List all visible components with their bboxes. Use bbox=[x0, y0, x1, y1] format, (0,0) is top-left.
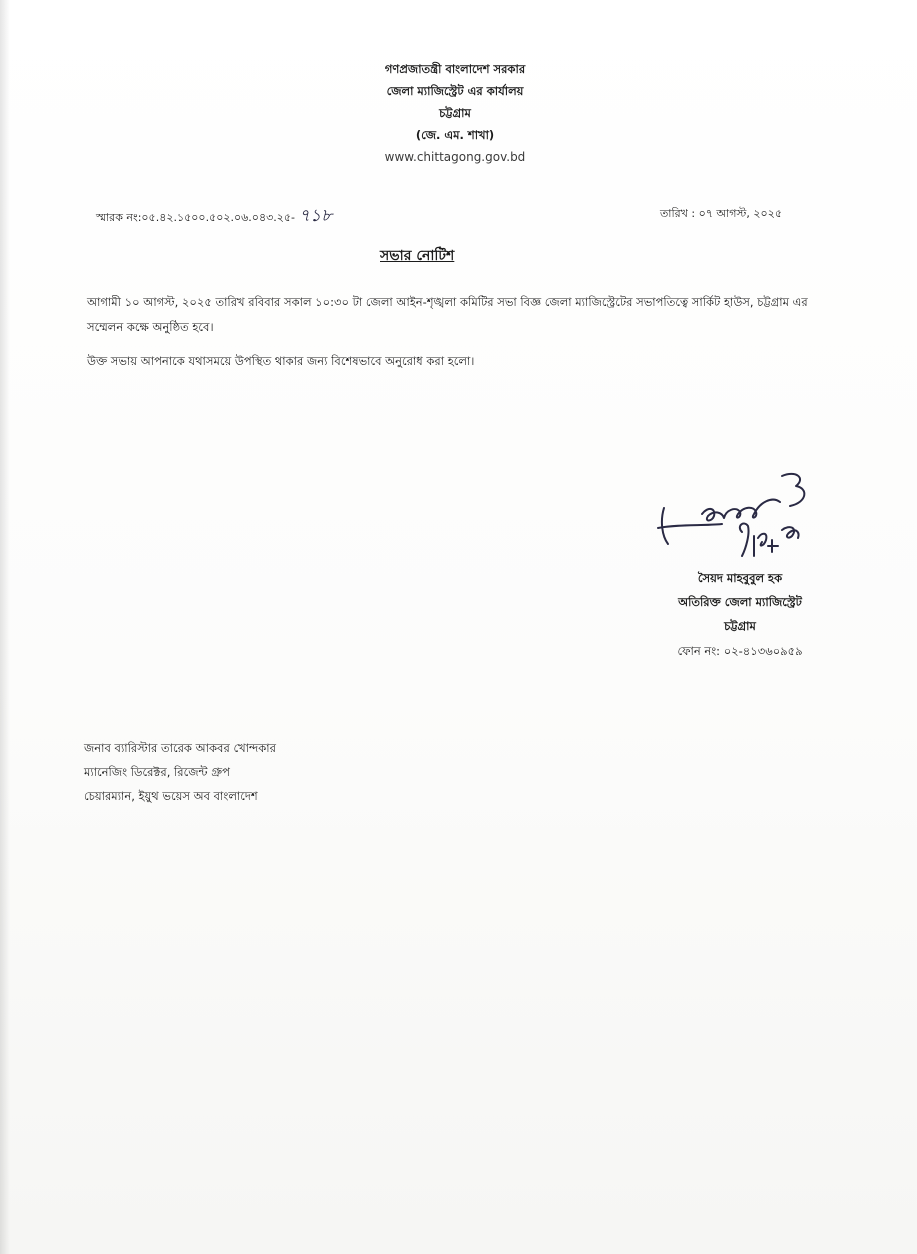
issue-date: তারিখ : ০৭ আগস্ট, ২০২৫ bbox=[660, 207, 782, 220]
recipient-address bbox=[84, 736, 276, 808]
memo-handwritten-number: ৭১৮ bbox=[299, 206, 333, 226]
signatory-phone: ফোন নং: ০২-৪১৩৬০৯৫৯ bbox=[677, 644, 803, 658]
govt-name: গণপ্রজাতন্ত্রী বাংলাদেশ সরকার bbox=[384, 62, 526, 76]
page-shadow bbox=[0, 0, 10, 1254]
handwritten-signature bbox=[650, 466, 830, 566]
body-paragraph-1: আগামী ১০ আগস্ট, ২০২৫ তারিখ রবিবার সকাল ১০:৩০ টা জেলা আইন-শৃঙ্খলা কমিটির সভা বিজ্ঞ জেলা ম্যাজিস্ট্রেটের সভাপতিত্বে সার্কিট হাউস, চট্টগ্রাম এর সম্মেলন কক্ষে অনুষ্ঠিত হবে। bbox=[87, 295, 808, 334]
signatory-block bbox=[640, 566, 840, 664]
recipient-title: ম্যানেজিং ডিরেক্টর, রিজেন্ট গ্রুপ bbox=[84, 765, 230, 779]
recipient-name: জনাব ব্যারিস্টার তারেক আকবর খোন্দকার bbox=[84, 741, 276, 755]
recipient-role: চেয়ারম্যান, ইয়ুথ ভয়েস অব বাংলাদেশ bbox=[84, 789, 258, 803]
memo-number bbox=[96, 203, 332, 231]
letterhead bbox=[300, 58, 610, 168]
body-paragraph-2: উক্ত সভায় আপনাকে যথাসময়ে উপস্থিত থাকার জন্য বিশেষভাবে অনুরোধ করা হলো। bbox=[87, 354, 475, 368]
notice-title: সভার নোটিশ bbox=[380, 248, 455, 264]
website-url: www.chittagong.gov.bd bbox=[384, 150, 526, 164]
office-city: চট্টগ্রাম bbox=[439, 106, 471, 120]
office-branch: (জে. এম. শাখা) bbox=[415, 128, 495, 142]
signatory-location: চট্টগ্রাম bbox=[724, 619, 756, 633]
signatory-name: সৈয়দ মাহবুবুল হক bbox=[697, 571, 783, 585]
signatory-designation: অতিরিক্ত জেলা ম্যাজিস্ট্রেট bbox=[678, 595, 802, 609]
memo-label: স্মারক নং:০৫.৪২.১৫০০.৫০২.০৬.০৪৩.২৫- bbox=[96, 211, 295, 224]
office-name: জেলা ম্যাজিস্ট্রেট এর কার্যালয় bbox=[386, 84, 524, 98]
